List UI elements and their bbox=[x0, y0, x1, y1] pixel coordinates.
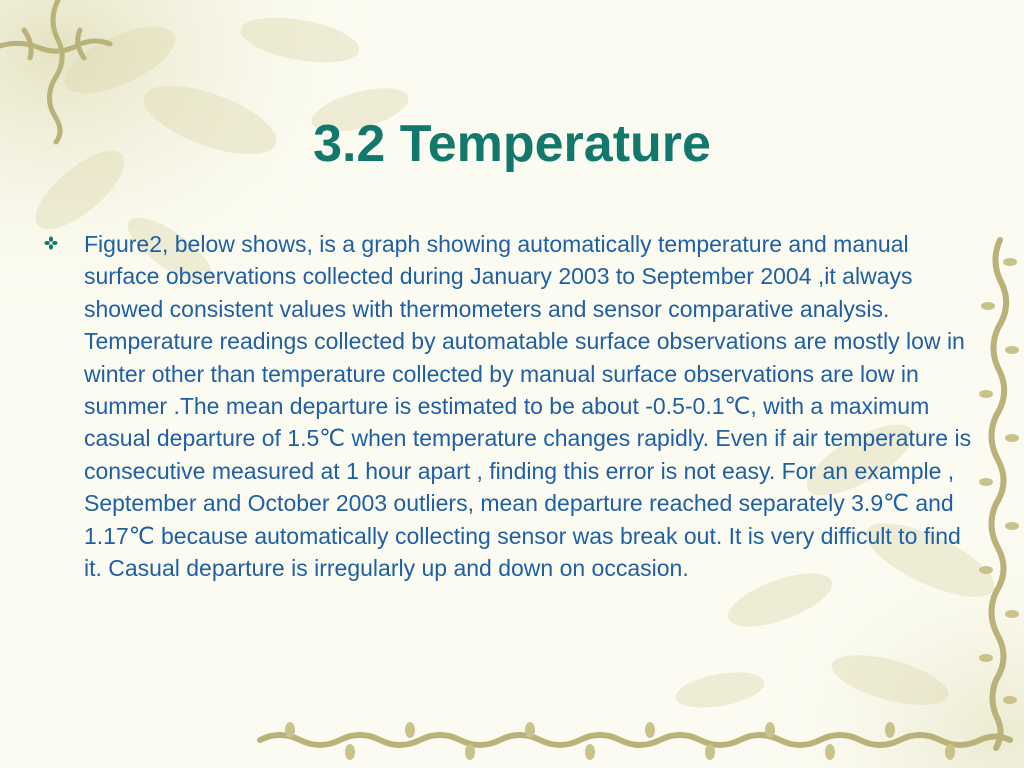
bullet-item bbox=[44, 228, 984, 584]
four-petal-bullet-icon bbox=[44, 236, 58, 250]
slide-title: 3.2 Temperature bbox=[313, 115, 711, 173]
body-paragraph: Figure2, below shows, is a graph showing automatically temperature and manual surface observations collected during January 2003 to September 2004 ,it always showed consistent values with thermometers and sensor comparative analysis. Temperature readings collected by automatable surface observations are mostly low in winter other than temperature collected by manual surface observations are low in summer .The mean departure is estimated to be about -0.5-0.1℃, with a maximum casual departure of 1.5℃ when temperature changes rapidly. Even if air temperature is consecutive measured at 1 hour apart , finding this error is not easy. For an example , September and October 2003 outliers, mean departure reached separately 3.9℃ and 1.17℃ because automatically collecting sensor was break out. It is very difficult to find it. Casual departure is irregularly up and down on occasion. bbox=[84, 231, 972, 582]
